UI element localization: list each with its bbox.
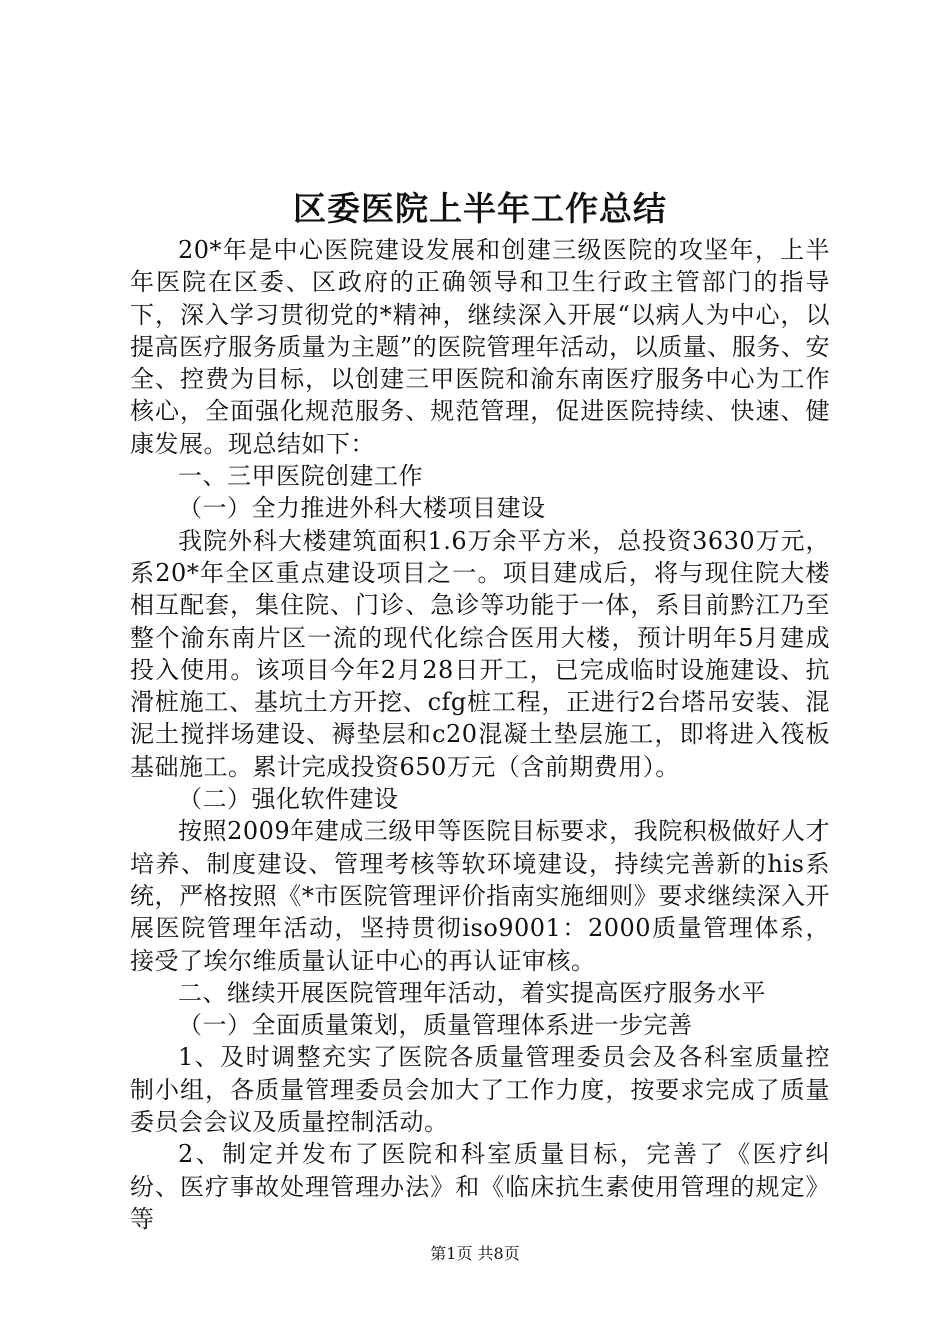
section-heading-1: 一、三甲医院创建工作 [178, 462, 423, 491]
body-paragraph: 2、制定并发布了医院和科室质量目标，完善了《医疗纠纷、医疗事故处理管理办法》和《临床抗生素使用管理的规定》等 [130, 1140, 830, 1233]
subsection-heading-2-1: （一）全面质量策划，质量管理体系进一步完善 [178, 1011, 693, 1040]
document-title: 区委医院上半年工作总结 [293, 189, 667, 228]
intro-paragraph: 20*年是中心医院建设发展和创建三级医院的攻坚年，上半年医院在区委、区政府的正确领导和卫生行政主管部门的指导下，深入学习贯彻党的*精神，继续深入开展“以病人为中心，以提高医疗服务质量为主题”的医院管理年活动，以质量、服务、安全、控费为目标，以创建三甲医院和渝东南医疗服务中心为工作核心，全面强化规范服务、规范管理，促进医院持续、快速、健康发展。现总结如下： [130, 236, 830, 458]
body-paragraph: 按照2009年建成三级甲等医院目标要求，我院积极做好人才培养、制度建设、管理考核等软环境建设，持续完善新的his系统，严格按照《*市医院管理评价指南实施细则》要求继续深入开展医院管理年活动，坚持贯彻iso9001：2000质量管理体系，接受了埃尔维质量认证中心的再认证审核。 [130, 817, 830, 975]
body-paragraph: 我院外科大楼建筑面积1.6万余平方米，总投资3630万元，系20*年全区重点建设项目之一。项目建成后，将与现住院大楼相互配套，集住院、门诊、急诊等功能于一体，系目前黔江乃至整个渝东南片区一流的现代化综合医用大楼，预计明年5月建成投入使用。该项目今年2月28日开工，已完成临时设施建设、抗滑桩施工、基坑土方开挖、cfg桩工程，正进行2台塔吊安装、混泥土搅拌场建设、褥垫层和c20混凝土垫层施工，即将进入筏板基础施工。累计完成投资650万元（含前期费用）。 [130, 526, 830, 781]
page-footer: 第1页 共8页 [430, 1244, 520, 1263]
subsection-heading-1-1: （一）全力推进外科大楼项目建设 [178, 494, 546, 523]
subsection-heading-1-2: （二）强化软件建设 [178, 785, 399, 814]
section-heading-2: 二、继续开展医院管理年活动，着实提高医疗服务水平 [178, 978, 766, 1007]
body-paragraph: 1、及时调整充实了医院各质量管理委员会及各科室质量控制小组，各质量管理委员会加大了工作力度，按要求完成了质量委员会会议及质量控制活动。 [130, 1043, 830, 1137]
